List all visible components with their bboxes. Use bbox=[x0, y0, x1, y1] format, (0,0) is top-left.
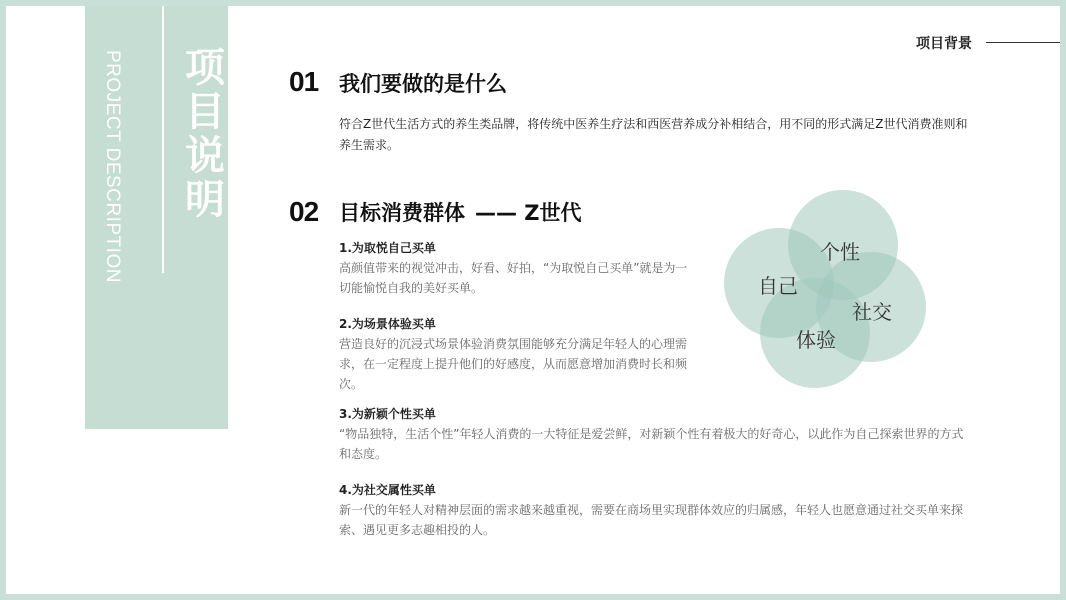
list-item bbox=[339, 314, 694, 394]
section-2-number: 02 bbox=[289, 196, 319, 227]
list-item-heading: 2.为场景体验买单 bbox=[339, 317, 436, 331]
venn-label: 个性 bbox=[820, 240, 860, 264]
sidebar-panel bbox=[85, 6, 228, 429]
list-item-text: 高颜值带来的视觉冲击，好看、好拍，“为取悦自己买单”就是为一切能愉悦自我的美好买单。 bbox=[339, 261, 688, 295]
list-item-heading: 1.为取悦自己买单 bbox=[339, 241, 436, 255]
venn-label: 体验 bbox=[796, 328, 836, 352]
venn-label: 社交 bbox=[852, 300, 892, 324]
section-1-number: 01 bbox=[289, 66, 319, 97]
list-item-text: 营造良好的沉浸式场景体验消费氛围能够充分满足年轻人的心理需求，在一定程度上提升他们的好感度，从而愿意增加消费时长和频次。 bbox=[339, 337, 688, 391]
list-item-text: 新一代的年轻人对精神层面的需求越来越重视，需要在商场里实现群体效应的归属感，年轻人也愿意通过社交买单来探索、遇见更多志趣相投的人。 bbox=[339, 503, 964, 537]
list-item bbox=[339, 404, 969, 464]
sidebar-title: 项目说明 bbox=[185, 45, 225, 223]
list-item-text: “物品独特，生活个性”年轻人消费的一大特征是爱尝鲜，对新颖个性有着极大的好奇心，以此作为自己探索世界的方式和态度。 bbox=[339, 427, 964, 461]
sidebar-divider bbox=[162, 6, 164, 273]
section-2-title-text: 目标消费群体 bbox=[339, 201, 465, 225]
section-2-subtitle: —— Z世代 bbox=[475, 201, 582, 225]
list-item bbox=[339, 238, 694, 298]
list-item-heading: 3.为新颖个性买单 bbox=[339, 407, 436, 421]
venn-label: 自己 bbox=[758, 274, 798, 298]
header-label: 项目背景 bbox=[916, 36, 972, 52]
venn-diagram bbox=[724, 186, 944, 396]
sidebar-english-title: PROJECT DESCRIPTION bbox=[102, 50, 123, 283]
slide bbox=[6, 6, 1060, 594]
header-rule bbox=[986, 42, 1060, 43]
section-1-text: 符合Z世代生活方式的养生类品牌，将传统中医养生疗法和西医营养成分补相结合，用不同的形式满足Z世代消费准则和养生需求。 bbox=[339, 117, 968, 152]
section-2-title bbox=[339, 197, 582, 227]
section-1-title: 我们要做的是什么 bbox=[339, 72, 507, 96]
list-item-heading: 4.为社交属性买单 bbox=[339, 483, 436, 497]
list-item bbox=[339, 480, 969, 540]
